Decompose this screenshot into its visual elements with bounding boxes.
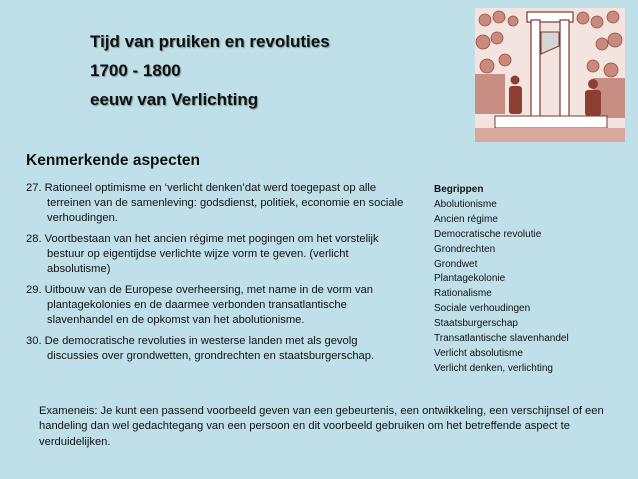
term-item: Ancien régime [434, 213, 498, 225]
term-item: Grondwet [434, 258, 478, 270]
term-item: Sociale verhoudingen [434, 303, 531, 315]
title-line-3: eeuw van Verlichting [90, 90, 259, 109]
exam-requirement: Exameneis: Je kunt een passend voorbeeld geven van een gebeurtenis, een ontwikkeling, een verschijnsel of een handeling dan wel gedachtegang van een persoon en dit voorbeeld gebruiken om het betreffende aspect te verduidelijken. [39, 405, 604, 448]
term-item: Rationalisme [434, 288, 492, 300]
title-line-2: 1700 - 1800 [90, 61, 181, 80]
aspect-item-27: 27. Rationeel optimisme en ‘verlicht denken’dat werd toegepast op alle terreinen van de samenleving: godsdienst, politiek, economie en sociale verhoudingen. [26, 182, 404, 224]
term-item: Democratische revolutie [434, 228, 542, 240]
section-heading: Kenmerkende aspecten [26, 152, 201, 169]
aspect-item-30: 30. De democratische revoluties in westerse landen met als gevolg discussies over grondwetten, grondrechten en staatsburgerschap. [26, 335, 375, 362]
term-item: Verlicht denken, verlichting [434, 362, 553, 374]
term-item: Staatsburgerschap [434, 318, 518, 330]
term-item: Grondrechten [434, 243, 496, 255]
title-line-1: Tijd van pruiken en revoluties [90, 32, 330, 51]
aspect-item-29: 29. Uitbouw van de Europese overheersing, met name in de vorm van plantagekolonies en de daarmee verbonden transatlantische slavenhandel en de opkomst van het abolutionisme. [26, 284, 374, 326]
aspect-item-28: 28. Voortbestaan van het ancien régime met pogingen om het vorstelijk bestuur op eigentijdse verlichte wijze vorm te geven. (verlicht absolutisme) [26, 233, 379, 275]
terms-header: Begrippen [434, 184, 484, 195]
term-item: Abolutionisme [434, 198, 497, 210]
terms-list [434, 183, 634, 377]
aspects-list [26, 181, 406, 370]
term-item: Verlicht absolutisme [434, 347, 523, 359]
guillotine-illustration [475, 8, 625, 142]
guillotine-image [475, 8, 625, 142]
term-item: Transatlantische slavenhandel [434, 333, 569, 345]
term-item: Plantagekolonie [434, 273, 506, 285]
